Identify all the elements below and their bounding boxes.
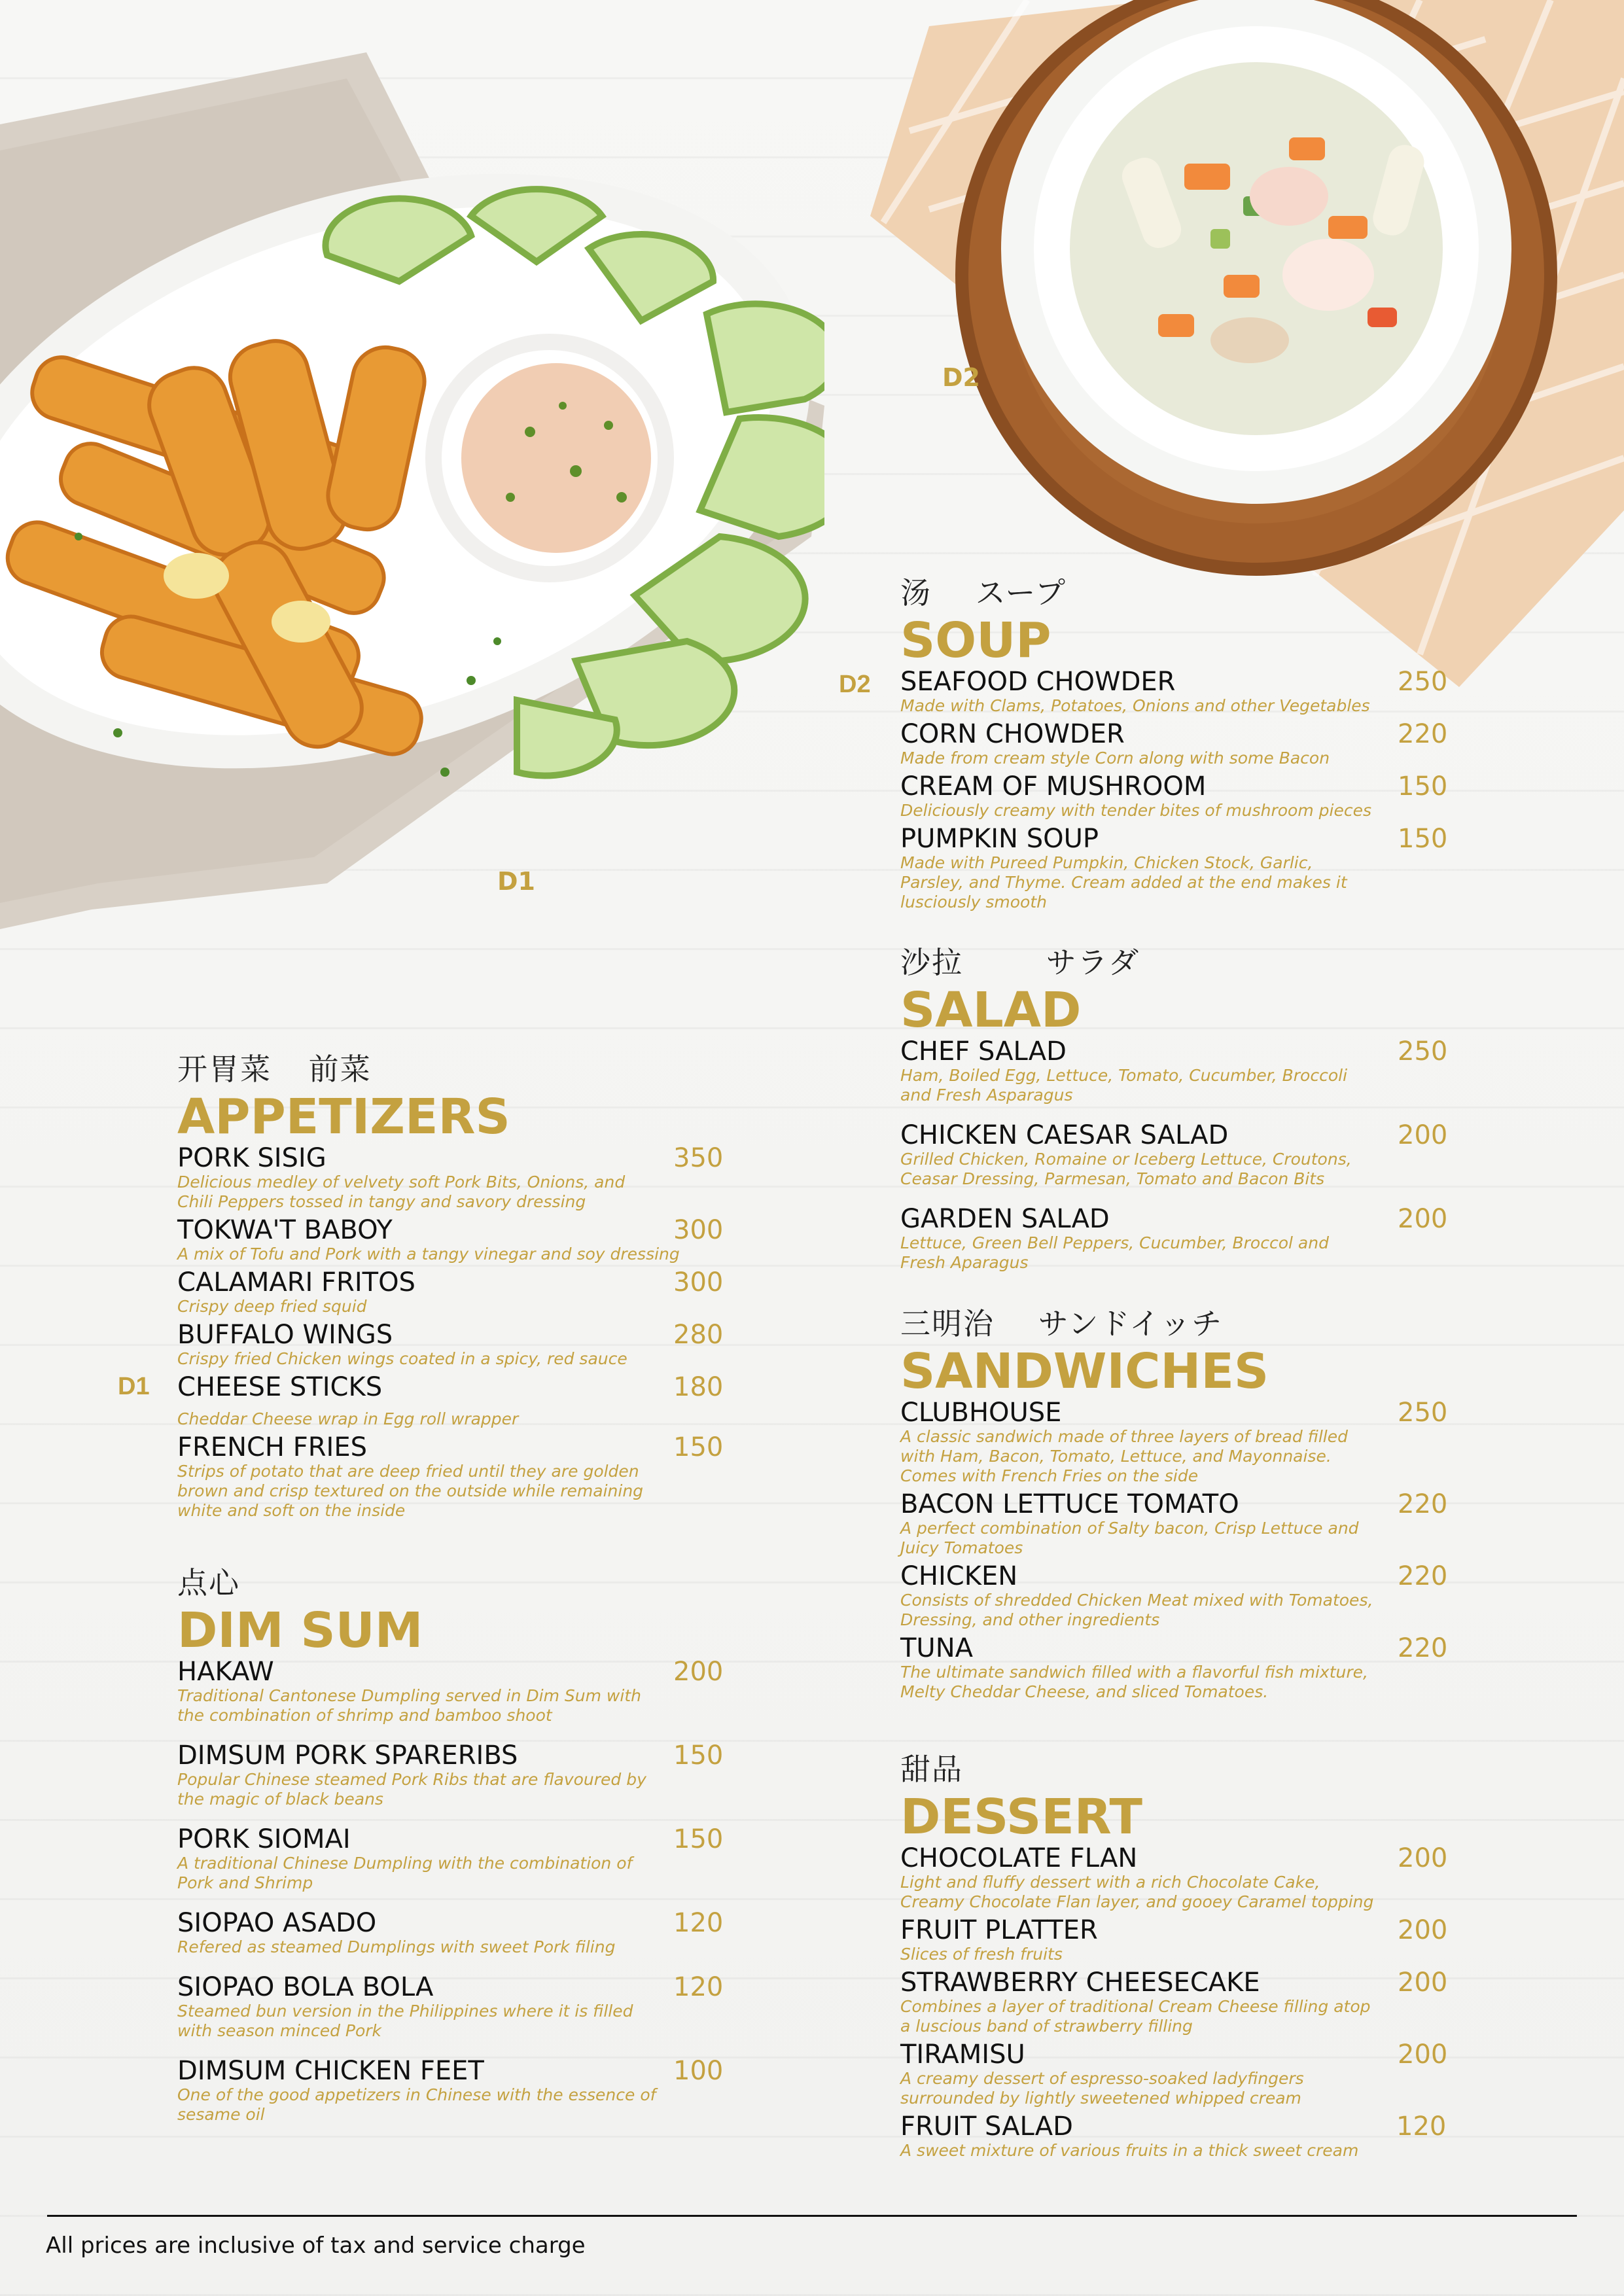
sandwiches-cjk-heading: 三明治 サンドイッチ	[900, 1306, 1224, 1341]
item-name: FRUIT SALAD	[900, 2111, 1073, 2142]
item-price: 220	[1398, 1489, 1448, 1519]
item-name: DIMSUM PORK SPARERIBS	[177, 1740, 518, 1771]
menu-item	[900, 1634, 1463, 1702]
menu-item	[900, 2112, 1463, 2161]
menu-item	[177, 1144, 740, 1212]
item-price: 220	[1398, 1633, 1448, 1663]
item-desc: A creamy dessert of espresso-soaked ladyfingers surrounded by lightly sweetened whipped cream	[900, 2069, 1304, 2108]
item-price: 200	[1398, 1968, 1448, 1998]
appetizer-dish-code: D1	[118, 1373, 150, 1400]
item-price: 180	[673, 1372, 724, 1402]
item-desc: Lettuce, Green Bell Peppers, Cucumber, Broccol and Fresh Aparagus	[900, 1233, 1329, 1272]
item-price: 150	[1398, 771, 1448, 802]
item-name: HAKAW	[177, 1657, 274, 1687]
item-price: 300	[673, 1267, 724, 1298]
item-desc: Consists of shredded Chicken Meat mixed with Tomatoes, Dressing, and other ingredients	[900, 1591, 1373, 1629]
item-desc: Delicious medley of velvety soft Pork Bits, Onions, and Chili Peppers tossed in tangy and savory dressing	[177, 1173, 626, 1211]
item-price: 220	[1398, 719, 1448, 749]
item-price: 150	[1398, 824, 1448, 854]
item-price: 200	[1398, 1843, 1448, 1873]
soup-title: SOUP	[900, 612, 1051, 669]
item-desc: Cheddar Cheese wrap in Egg roll wrapper	[177, 1409, 519, 1428]
item-price: 150	[673, 1432, 724, 1462]
menu-item	[900, 1490, 1463, 1558]
soup-dish-code: D2	[839, 671, 871, 698]
item-name: SIOPAO ASADO	[177, 1908, 377, 1938]
menu-item	[177, 1373, 740, 1429]
footer-divider	[47, 2215, 1577, 2217]
menu-item	[900, 720, 1463, 768]
item-name: FRENCH FRIES	[177, 1432, 367, 1462]
item-desc: One of the good appetizers in Chinese with the essence of sesame oil	[177, 2085, 656, 2124]
dessert-section	[900, 1746, 1463, 2161]
item-name: CORN CHOWDER	[900, 719, 1125, 749]
menu-item	[900, 1121, 1463, 1189]
item-desc: Made from cream style Corn along with some Bacon	[900, 749, 1330, 768]
item-name: BUFFALO WINGS	[177, 1320, 393, 1350]
item-price: 280	[673, 1320, 724, 1350]
appetizers-title: APPETIZERS	[177, 1089, 510, 1145]
item-name: CHICKEN	[900, 1561, 1018, 1591]
item-desc: Steamed bun version in the Philippines where it is filled with season minced Pork	[177, 2002, 633, 2040]
item-price: 250	[1398, 1398, 1448, 1428]
item-price: 350	[673, 1143, 724, 1173]
item-name: DIMSUM CHICKEN FEET	[177, 2056, 484, 2086]
sandwiches-section	[900, 1300, 1463, 1702]
soup-cjk-heading: 汤 スープ	[900, 575, 1067, 610]
item-name: BACON LETTUCE TOMATO	[900, 1489, 1239, 1519]
appetizers-section	[177, 1046, 740, 1521]
item-name: CREAM OF MUSHROOM	[900, 771, 1207, 802]
item-desc: Crispy fried Chicken wings coated in a spicy, red sauce	[177, 1349, 627, 1368]
item-name: FRUIT PLATTER	[900, 1915, 1098, 1945]
item-price: 250	[1398, 667, 1448, 697]
item-name: SIOPAO BOLA BOLA	[177, 1972, 434, 2002]
menu-item	[177, 1433, 740, 1521]
cheese-sticks-photo	[0, 39, 824, 929]
item-price: 150	[673, 1740, 724, 1771]
item-name: CALAMARI FRITOS	[177, 1267, 415, 1298]
item-desc: Made with Clams, Potatoes, Onions and other Vegetables	[900, 696, 1370, 715]
item-desc: Deliciously creamy with tender bites of mushroom pieces	[900, 801, 1371, 820]
item-name: CHICKEN CAESAR SALAD	[900, 1120, 1229, 1150]
item-desc: Made with Pureed Pumpkin, Chicken Stock, Garlic, Parsley, and Thyme. Cream added at the end makes it lusciously smooth	[900, 853, 1347, 911]
menu-item	[177, 1320, 740, 1369]
item-desc: Crispy deep fried squid	[177, 1297, 367, 1316]
item-desc: Traditional Cantonese Dumpling served in Dim Sum with the combination of shrimp and bamboo shoot	[177, 1686, 641, 1725]
item-name: STRAWBERRY CHEESECAKE	[900, 1968, 1260, 1998]
menu-item	[900, 667, 1463, 716]
item-price: 300	[673, 1215, 724, 1245]
sandwiches-title: SANDWICHES	[900, 1343, 1269, 1400]
item-price: 150	[673, 1824, 724, 1854]
salad-section	[900, 939, 1463, 1273]
item-name: PORK SIOMAI	[177, 1824, 351, 1854]
dessert-title: DESSERT	[900, 1789, 1142, 1845]
item-price: 220	[1398, 1561, 1448, 1591]
item-price: 200	[1398, 1915, 1448, 1945]
item-name: CHEESE STICKS	[177, 1372, 383, 1402]
menu-item	[900, 1968, 1463, 2036]
menu-item	[900, 1916, 1463, 1964]
item-desc: A sweet mixture of various fruits in a thick sweet cream	[900, 2141, 1359, 2160]
item-price: 120	[673, 1972, 724, 2002]
salad-cjk-heading: 沙拉 サラダ	[900, 945, 1140, 980]
item-name: PORK SISIG	[177, 1143, 327, 1173]
item-desc: Grilled Chicken, Romaine or Iceberg Lettuce, Croutons, Ceasar Dressing, Parmesan, Tomato and Bacon Bits	[900, 1150, 1352, 1188]
item-name: GARDEN SALAD	[900, 1204, 1110, 1234]
item-desc: A mix of Tofu and Pork with a tangy vinegar and soy dressing	[177, 1245, 680, 1263]
item-name: PUMPKIN SOUP	[900, 824, 1099, 854]
menu-item	[900, 824, 1463, 912]
item-name: TUNA	[900, 1633, 973, 1663]
item-price: 100	[673, 2056, 724, 2086]
item-price: 200	[1398, 1120, 1448, 1150]
menu-item	[900, 1844, 1463, 1912]
item-name: CLUBHOUSE	[900, 1398, 1062, 1428]
item-name: TIRAMISU	[900, 2040, 1025, 2070]
soup-section	[900, 569, 1463, 912]
item-name: CHOCOLATE FLAN	[900, 1843, 1138, 1873]
menu-item	[177, 1268, 740, 1316]
menu-item	[177, 1973, 740, 2041]
menu-item	[900, 1562, 1463, 1630]
footer-note: All prices are inclusive of tax and service charge	[46, 2233, 586, 2259]
menu-item	[177, 1216, 740, 1264]
photo-d1-label: D1	[497, 867, 535, 896]
menu-item	[900, 1398, 1463, 1486]
item-desc: The ultimate sandwich filled with a flavorful fish mixture, Melty Cheddar Cheese, and sliced Tomatoes.	[900, 1663, 1368, 1701]
item-name: TOKWA'T BABOY	[177, 1215, 393, 1245]
menu-item	[900, 1205, 1463, 1273]
item-price: 200	[1398, 2040, 1448, 2070]
item-desc: Refered as steamed Dumplings with sweet Pork filing	[177, 1937, 616, 1956]
menu-item	[900, 1037, 1463, 1105]
item-desc: Ham, Boiled Egg, Lettuce, Tomato, Cucumber, Broccoli and Fresh Asparagus	[900, 1066, 1348, 1104]
item-desc: A perfect combination of Salty bacon, Crisp Lettuce and Juicy Tomatoes	[900, 1519, 1359, 1557]
item-price: 120	[1396, 2111, 1447, 2142]
appetizers-cjk-heading: 开胃菜 前菜	[177, 1051, 372, 1087]
dessert-cjk-heading: 甜品	[900, 1752, 963, 1787]
item-desc: Light and fluffy dessert with a rich Chocolate Cake, Creamy Chocolate Flan layer, and gooey Caramel topping	[900, 1873, 1374, 1911]
photo-d2-label: D2	[942, 363, 980, 392]
item-desc: Strips of potato that are deep fried until they are golden brown and crisp textured on the outside while remaining white and soft on the inside	[177, 1462, 644, 1520]
item-name: CHEF SALAD	[900, 1036, 1067, 1067]
item-desc: Slices of fresh fruits	[900, 1945, 1063, 1964]
menu-item	[177, 1909, 740, 1957]
menu-item	[900, 2040, 1463, 2108]
salad-title: SALAD	[900, 982, 1082, 1038]
item-name: SEAFOOD CHOWDER	[900, 667, 1176, 697]
item-price: 200	[673, 1657, 724, 1687]
item-price: 200	[1398, 1204, 1448, 1234]
dimsum-section	[177, 1559, 740, 2125]
menu-item	[900, 772, 1463, 821]
menu-item	[177, 2057, 740, 2125]
item-desc: Popular Chinese steamed Pork Ribs that are flavoured by the magic of black beans	[177, 1770, 646, 1809]
item-desc: A traditional Chinese Dumpling with the combination of Pork and Shrimp	[177, 1854, 633, 1892]
menu-item	[177, 1741, 740, 1809]
item-desc: A classic sandwich made of three layers of bread filled with Ham, Bacon, Tomato, Lettuce, and Mayonnaise. Comes with French Fries on the side	[900, 1427, 1348, 1485]
item-price: 120	[673, 1908, 724, 1938]
dimsum-title: DIM SUM	[177, 1602, 423, 1659]
item-price: 250	[1398, 1036, 1448, 1067]
dimsum-cjk-heading: 点心	[177, 1565, 240, 1600]
menu-item	[177, 1825, 740, 1893]
item-desc: Combines a layer of traditional Cream Cheese filling atop a luscious band of strawberry filling	[900, 1997, 1371, 2036]
menu-item	[177, 1657, 740, 1725]
